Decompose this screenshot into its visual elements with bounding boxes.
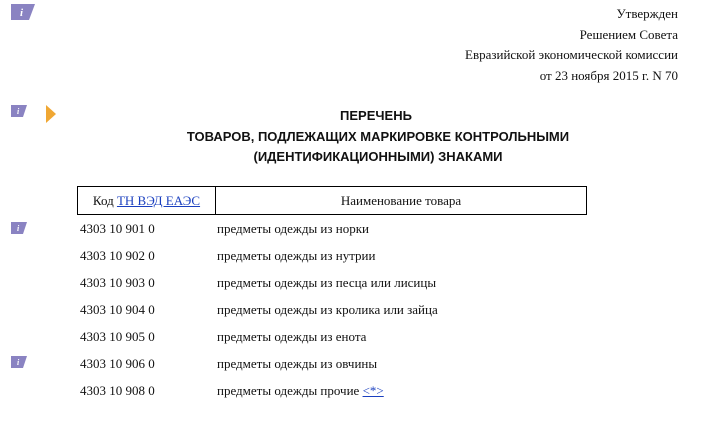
svg-text:i: i: [17, 358, 20, 367]
row-name: предметы одежды из овчины: [217, 356, 378, 371]
tn-ved-link[interactable]: ТН ВЭД ЕАЭС: [116, 192, 201, 208]
row-code: 4303 10 906 0: [80, 356, 155, 371]
column-header-code-label: Код: [92, 192, 117, 208]
row-code: 4303 10 901 0: [80, 221, 155, 236]
row-code: 4303 10 903 0: [80, 275, 155, 290]
approval-date: от 23 ноября 2015 г. N 70: [539, 67, 678, 83]
info-icon[interactable]: [11, 356, 27, 368]
title-line: ПЕРЕЧЕНЬ: [340, 108, 412, 123]
approval-block: [465, 4, 678, 86]
approval-line: Решением Совета: [579, 26, 678, 42]
svg-text:i: i: [17, 107, 20, 116]
title-line: ТОВАРОВ, ПОДЛЕЖАЩИХ МАРКИРОВКЕ КОНТРОЛЬНЫМИ: [186, 128, 570, 144]
row-name: предметы одежды из нутрии: [217, 248, 376, 263]
row-code: 4303 10 904 0: [80, 302, 155, 317]
row-code: 4303 10 905 0: [80, 329, 155, 344]
row-name: предметы одежды из кролика или зайца: [217, 302, 438, 317]
row-name: предметы одежды из енота: [217, 329, 367, 344]
approval-line: Утвержден: [616, 6, 678, 21]
table-header: [77, 186, 587, 215]
document-title: [0, 106, 720, 168]
title-line: (ИДЕНТИФИКАЦИОННЫМИ) ЗНАКАМИ: [253, 149, 503, 164]
info-icon[interactable]: [11, 222, 27, 234]
column-header-code: [78, 187, 216, 214]
approval-line: Евразийской экономической комиссии: [465, 47, 678, 62]
row-name-text: предметы одежды прочие: [217, 383, 363, 398]
row-code: 4303 10 908 0: [80, 383, 155, 398]
footnote-link[interactable]: <*>: [362, 383, 384, 398]
svg-text:i: i: [17, 224, 20, 233]
info-icon[interactable]: [11, 4, 35, 20]
row-code: 4303 10 902 0: [80, 248, 155, 263]
svg-text:i: i: [20, 7, 24, 19]
row-name: предметы одежды из песца или лисицы: [217, 275, 437, 290]
row-name: предметы одежды из норки: [217, 221, 369, 236]
column-header-name: Наименование товара: [340, 192, 462, 208]
row-name: [217, 381, 384, 401]
